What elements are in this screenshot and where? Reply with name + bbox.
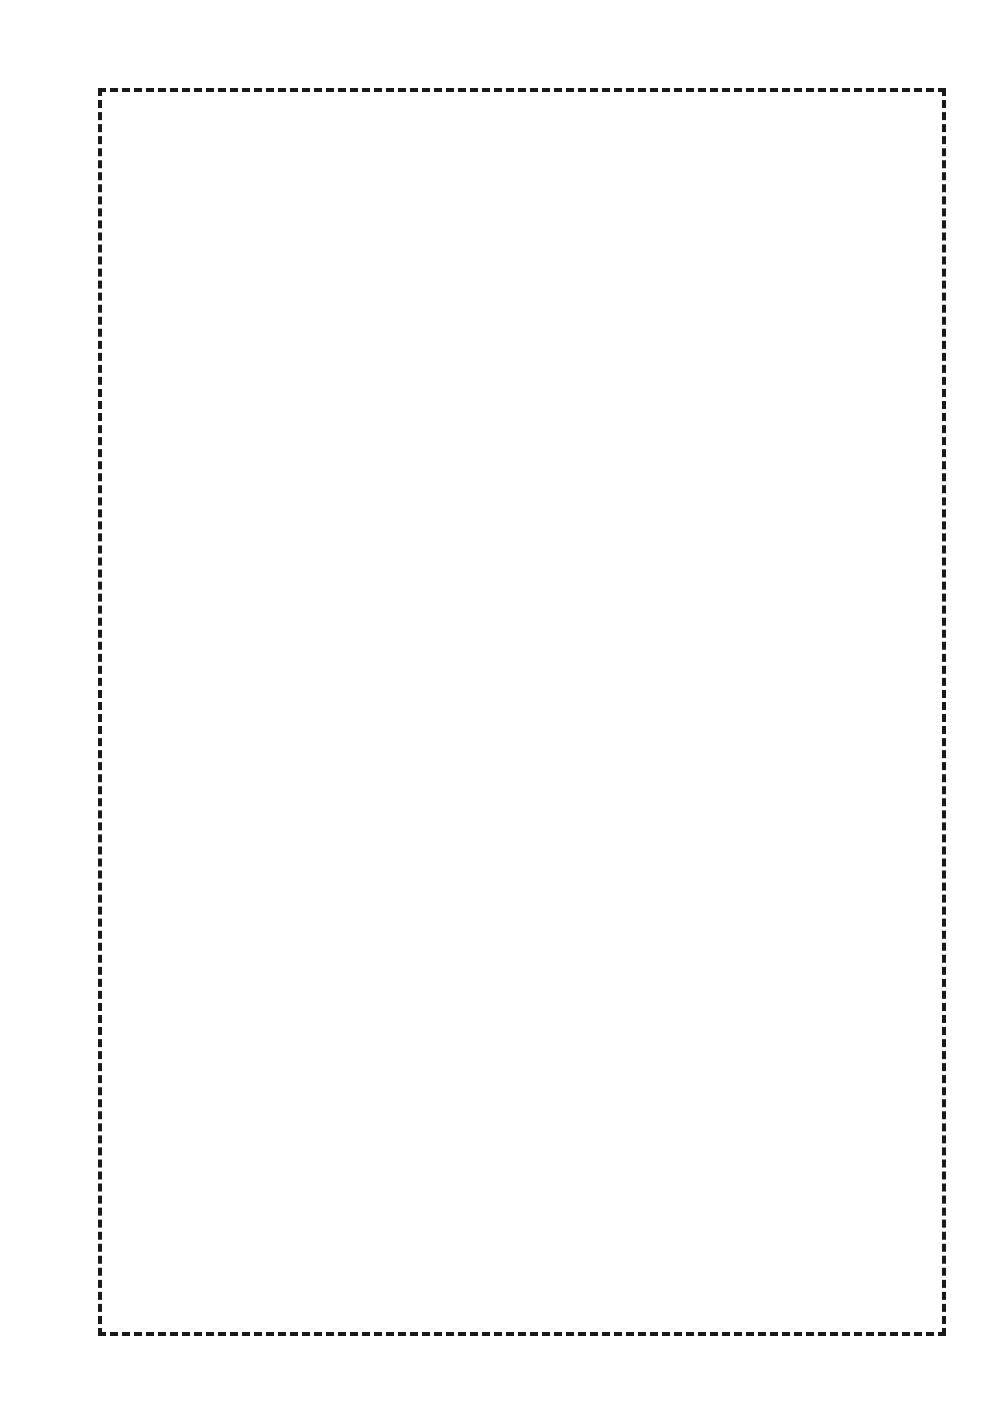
option-4c <box>150 115 878 150</box>
option-6a <box>150 324 878 359</box>
tree-icon <box>0 0 1000 80</box>
story-title <box>150 672 878 707</box>
logo-mark-letter <box>700 1390 711 1400</box>
logo-mark-letter <box>700 1401 711 1411</box>
story-intro <box>150 637 878 672</box>
option-5d <box>150 289 878 324</box>
tree-icon <box>0 1335 1000 1413</box>
liveworksheets-logo-icon <box>700 1379 711 1412</box>
spacer <box>150 602 878 637</box>
border-bottom-trees <box>0 1335 1000 1413</box>
border-right-trees <box>945 80 1000 1335</box>
option-5a <box>150 185 878 220</box>
option-6d <box>150 428 878 463</box>
border-left-trees <box>0 80 100 1335</box>
option-7d <box>150 567 878 602</box>
worksheet-content <box>150 115 878 881</box>
option-6c <box>150 393 878 428</box>
option-7c <box>150 533 878 568</box>
option-7b <box>150 498 878 533</box>
tree-icon <box>0 80 100 1335</box>
option-9a <box>150 846 878 881</box>
option-8c <box>150 776 878 811</box>
liveworksheets-logo[interactable] <box>700 1378 715 1412</box>
border-top-trees <box>0 0 1000 80</box>
option-5c <box>150 254 878 289</box>
option-4d <box>150 150 878 185</box>
tree-icon <box>945 80 1000 1335</box>
option-8a <box>150 707 878 742</box>
logo-mark-letter <box>700 1379 711 1389</box>
option-8b <box>150 741 878 776</box>
option-8d <box>150 811 878 846</box>
option-7a <box>150 463 878 498</box>
option-6b <box>150 359 878 394</box>
option-5b <box>150 219 878 254</box>
